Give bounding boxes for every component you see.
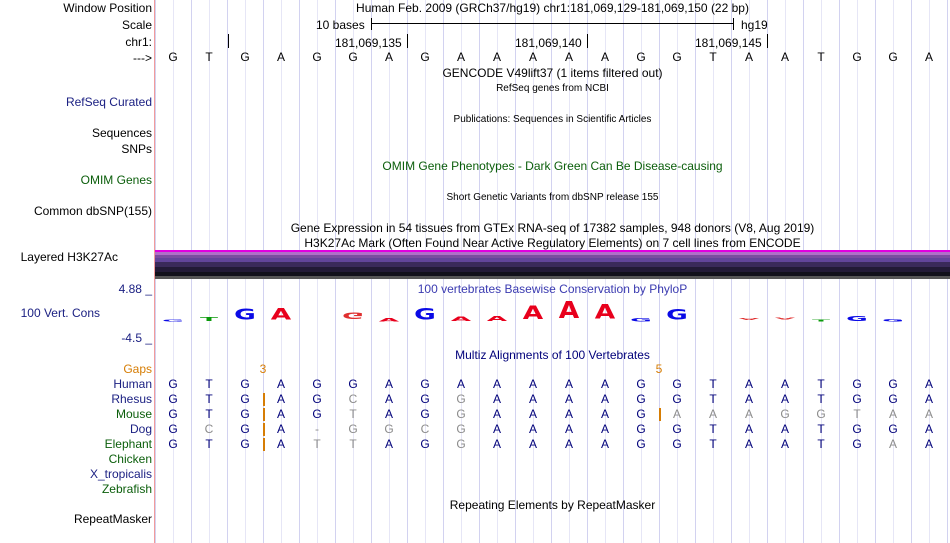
track-image [155,0,950,543]
sequence-base: T [817,50,825,64]
alignment-base-human: A [528,377,537,391]
phylop-letter: A [774,316,796,321]
alignment-base-rhesus: A [528,392,537,406]
ruler-tick [407,34,408,48]
label-omim[interactable]: OMIM Genes [80,173,152,187]
alignment-base-mouse: G [816,407,826,421]
sequence-base: A [744,50,753,64]
alignment-base-elephant: A [780,437,789,451]
alignment-base-elephant: A [564,437,573,451]
alignment-base-rhesus: A [276,392,285,406]
alignment-base-mouse: G [420,407,430,421]
phylop-letter: T [199,316,219,323]
alignment-base-human: A [492,377,501,391]
alignment-base-human: G [888,377,898,391]
scale-bar-left-end [371,18,372,30]
sequence-base: G [168,50,178,64]
repeatmasker-track-title[interactable]: Repeating Elements by RepeatMasker [449,498,656,512]
scale-db-label: hg19 [741,18,768,32]
alignment-base-mouse: A [744,407,753,421]
alignment-base-elephant: A [492,437,501,451]
phylop-letter: G [666,306,688,324]
window-position-text: Human Feb. 2009 (GRCh37/hg19) chr1:181,069,129-181,069,150 (22 bp) [356,1,749,15]
alignment-base-mouse: A [672,407,681,421]
phylop-logo[interactable] [155,296,950,336]
alignment-base-human: A [924,377,933,391]
alignment-base-human: G [168,377,178,391]
alignment-base-rhesus: A [924,392,933,406]
alignment-base-rhesus: A [492,392,501,406]
ruler-coord-1: 181,069,135 [335,36,402,50]
alignment-base-dog: A [276,422,285,436]
alignment-base-dog: G [240,422,250,436]
alignment-base-mouse: A [924,407,933,421]
alignment-base-mouse: A [528,407,537,421]
alignment-base-mouse: A [276,407,285,421]
ruler-tick [587,34,588,48]
alignment-base-rhesus: T [205,392,213,406]
label-sequences[interactable]: Sequences [91,126,152,140]
alignment-base-dog: T [709,422,717,436]
label-window-position: Window Position [63,1,152,15]
phylop-letter: A [558,296,580,324]
alignment-base-elephant: T [205,437,213,451]
alignment-base-dog: G [852,422,862,436]
alignment-base-human: G [348,377,358,391]
sequence-base: A [456,50,465,64]
alignment-base-mouse: G [240,407,250,421]
sequence-base: T [205,50,213,64]
alignment-base-elephant: G [420,437,430,451]
label-dog[interactable]: Dog [129,422,152,436]
alignment-base-dog: G [456,422,466,436]
alignment-base-dog: C [204,422,214,436]
alignment-base-elephant: G [240,437,250,451]
alignment-base-elephant: A [276,437,285,451]
alignment-base-rhesus: G [420,392,430,406]
alignment-base-rhesus: G [312,392,322,406]
phylop-letter: A [594,300,616,324]
scale-bar-label: 10 bases [316,18,365,32]
alignment-base-dog: G [636,422,646,436]
alignment-base-dog: - [315,422,319,436]
alignment-base-rhesus: A [564,392,573,406]
phylop-letter: G [162,318,184,323]
alignment-base-human: A [384,377,393,391]
alignment-base-rhesus: A [780,392,789,406]
label-arrow: ---> [133,51,152,65]
alignment-base-dog: A [564,422,573,436]
alignment-base-dog: G [168,422,178,436]
alignment-base-mouse: A [564,407,573,421]
label-cons-max: 4.88 _ [118,282,152,296]
alignment-base-elephant: G [456,437,466,451]
insertion-mark [263,423,265,436]
multiz-track-title[interactable]: Multiz Alignments of 100 Vertebrates [455,348,650,362]
publications-track-title[interactable]: Publications: Sequences in Scientific Articles [453,114,652,125]
alignment-base-human: A [744,377,753,391]
sequence-base: G [312,50,322,64]
refseq-track-title[interactable]: RefSeq genes from NCBI [496,83,609,94]
alignment-base-dog: A [528,422,537,436]
sequence-base: A [924,50,933,64]
phylop-letter: A [378,317,400,323]
ruler-tick [767,34,768,48]
sequence-base: A [384,50,393,64]
alignment-base-mouse: T [349,407,357,421]
gencode-track-title[interactable]: GENCODE V49lift37 (1 items filtered out) [442,66,663,80]
alignment-base-human: G [672,377,682,391]
alignment-base-human: A [600,377,609,391]
sequence-base: G [852,50,862,64]
alignment-base-dog: A [744,422,753,436]
alignment-base-human: T [205,377,213,391]
alignment-base-human: T [817,377,825,391]
h3k27ac-track-title[interactable]: H3K27Ac Mark (Often Found Near Active Regulatory Elements) on 7 cell lines from ENCODE [304,236,801,250]
alignment-base-elephant: G [168,437,178,451]
alignment-base-mouse: G [312,407,322,421]
label-xtrop[interactable]: X_tropicalis [89,467,152,481]
alignment-base-elephant: A [888,437,897,451]
alignment-base-mouse: A [492,407,501,421]
alignment-base-elephant: A [744,437,753,451]
alignment-base-dog: G [888,422,898,436]
ruler-coord-3: 181,069,145 [695,36,762,50]
alignment-base-human: G [240,377,250,391]
alignment-base-elephant: G [672,437,682,451]
sequence-base: G [636,50,646,64]
label-refseq[interactable]: RefSeq Curated [65,95,152,109]
alignment-base-human: A [276,377,285,391]
phylop-letter: T [811,319,831,323]
phylop-letter: G [234,306,256,324]
alignment-base-rhesus: C [348,392,358,406]
scale-bar-right-end [733,18,734,30]
alignment-base-dog: A [780,422,789,436]
label-rhesus[interactable]: Rhesus [111,392,152,406]
phylop-letter: A [522,302,544,324]
alignment-base-rhesus: A [384,392,393,406]
phylop-letter: A [486,314,508,323]
label-snps[interactable]: SNPs [121,142,152,156]
insertion-mark [263,393,265,406]
phylop-letter: A [450,315,472,323]
label-mouse[interactable]: Mouse [115,407,152,421]
alignment-base-mouse: A [708,407,717,421]
alignment-base-rhesus: G [852,392,862,406]
phylop-letter: G [846,314,868,323]
dbsnp-track-title[interactable]: Short Genetic Variants from dbSNP release 155 [446,192,659,203]
alignment-base-rhesus: G [636,392,646,406]
alignment-base-mouse: G [636,407,646,421]
phylop-letter: G [414,304,436,324]
alignment-base-human: G [312,377,322,391]
label-dbsnp[interactable]: Common dbSNP(155) [33,204,152,218]
alignment-base-rhesus: G [168,392,178,406]
alignment-base-elephant: T [313,437,321,451]
alignment-base-rhesus: G [672,392,682,406]
alignment-base-dog: G [672,422,682,436]
alignment-base-elephant: A [384,437,393,451]
omim-track-title[interactable]: OMIM Gene Phenotypes - Dark Green Can Be Disease-causing [382,159,723,173]
label-gaps[interactable]: Gaps [123,362,152,376]
alignment-base-mouse: A [888,407,897,421]
alignment-base-mouse: A [600,407,609,421]
label-h3k27ac[interactable]: Layered H3K27Ac [20,250,118,264]
sequence-base: G [240,50,250,64]
phylop-letter: A [270,304,292,324]
sequence-base: A [600,50,609,64]
alignment-base-mouse: G [780,407,790,421]
alignment-base-dog: C [420,422,430,436]
label-scale: Scale [121,18,152,32]
phylop-letter: A [738,317,760,321]
alignment-base-human: A [456,377,465,391]
label-chr: chr1: [125,35,152,49]
scale-bar-line [371,23,733,24]
h3k27ac-signal[interactable] [155,250,950,279]
alignment-base-dog: A [492,422,501,436]
sequence-base: G [420,50,430,64]
alignment-base-human: A [780,377,789,391]
alignment-base-dog: T [817,422,825,436]
phylop-track-title[interactable]: 100 vertebrates Basewise Conservation by PhyloP [417,282,688,296]
label-zebrafish[interactable]: Zebrafish [101,482,152,496]
alignment-base-elephant: T [349,437,357,451]
sequence-base: G [348,50,358,64]
gap-count-label: 5 [655,362,663,376]
sequence-base: A [276,50,285,64]
insertion-mark [659,408,661,421]
alignment-base-elephant: T [817,437,825,451]
ruler-coord-2: 181,069,140 [515,36,582,50]
alignment-base-human: G [852,377,862,391]
label-elephant[interactable]: Elephant [104,437,152,451]
insertion-mark [263,438,265,451]
alignment-base-dog: A [600,422,609,436]
alignment-base-mouse: G [456,407,466,421]
phylop-letter: G [882,317,904,323]
sequence-base: G [888,50,898,64]
phylop-letter: G [630,317,652,323]
alignment-base-elephant: G [636,437,646,451]
alignment-base-mouse: G [168,407,178,421]
track-labels [0,0,154,543]
alignment-base-mouse: T [205,407,213,421]
alignment-base-dog: A [924,422,933,436]
alignment-base-elephant: G [852,437,862,451]
sequence-base: A [492,50,501,64]
alignment-base-elephant: A [528,437,537,451]
label-cons[interactable]: 100 Vert. Cons [20,306,100,320]
alignment-base-dog: G [348,422,358,436]
phylop-letter: G [342,310,364,321]
sequence-base: G [672,50,682,64]
gap-count-label: 3 [259,362,267,376]
alignment-base-human: G [636,377,646,391]
sequence-base: T [709,50,717,64]
alignment-base-human: A [564,377,573,391]
alignment-base-elephant: T [709,437,717,451]
alignment-base-dog: G [384,422,394,436]
sequence-base: A [528,50,537,64]
label-human[interactable]: Human [113,377,152,391]
alignment-base-human: G [420,377,430,391]
alignment-base-rhesus: A [744,392,753,406]
alignment-base-mouse: A [384,407,393,421]
sequence-base: A [564,50,573,64]
label-chicken[interactable]: Chicken [108,452,152,466]
insertion-mark [263,408,265,421]
gtex-track-title[interactable]: Gene Expression in 54 tissues from GTEx RNA-seq of 17382 samples, 948 donors (V8, Aug 2019) [290,221,815,235]
label-cons-min: -4.5 _ [121,331,152,345]
alignment-base-rhesus: G [888,392,898,406]
alignment-base-rhesus: T [817,392,825,406]
alignment-base-mouse: T [853,407,861,421]
alignment-base-rhesus: T [709,392,717,406]
alignment-base-elephant: A [600,437,609,451]
ruler-tick [228,34,229,48]
alignment-base-rhesus: A [600,392,609,406]
alignment-base-rhesus: G [456,392,466,406]
alignment-base-human: T [709,377,717,391]
alignment-base-elephant: A [924,437,933,451]
sequence-base: A [780,50,789,64]
label-repeatmasker[interactable]: RepeatMasker [73,512,152,526]
alignment-base-rhesus: G [240,392,250,406]
